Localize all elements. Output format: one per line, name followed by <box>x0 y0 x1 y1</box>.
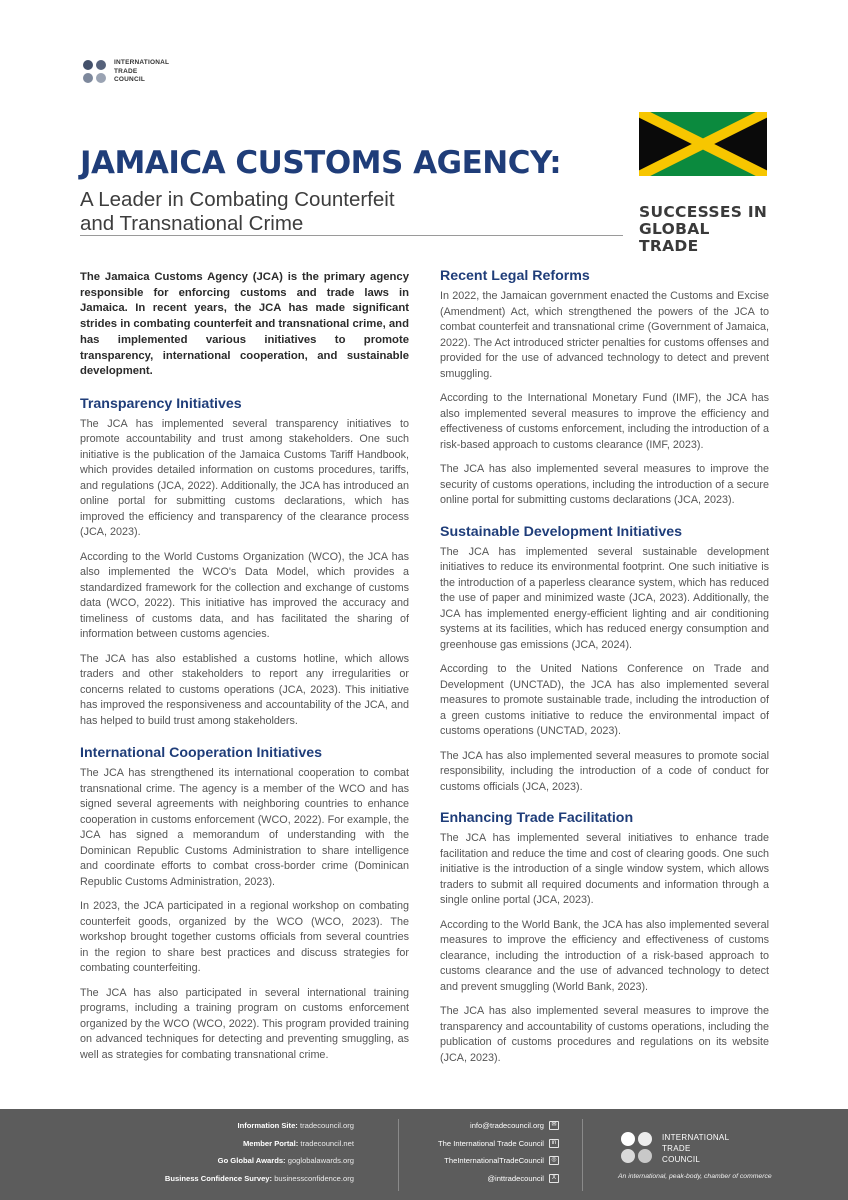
itc-logo-text <box>114 59 169 85</box>
footer-link-value[interactable]: goglobalawards.org <box>287 1156 354 1165</box>
footer-logo-line-2: TRADE <box>662 1143 691 1153</box>
paragraph: The JCA has implemented several initiatives to enhance trade facilitation and reduce the time and cost of clearing goods. One such initiative is the introduction of a single window system, which allows traders to submit all required documents and information through a single online portal (JCA, 2023). <box>440 832 769 906</box>
itc-logo-mark-icon <box>80 57 110 87</box>
footer-logo-mark-icon <box>618 1129 656 1167</box>
footer-link-member-portal[interactable] <box>165 1139 354 1148</box>
section-heading-sustainable-development: Sustainable Development Initiatives <box>440 523 683 540</box>
footer-link-go-global-awards[interactable] <box>165 1156 354 1165</box>
logo-line-1: INTERNATIONAL <box>114 59 170 67</box>
tagline-line-1: SUCCESSES IN <box>639 203 768 221</box>
paragraph: The JCA has implemented several transparency initiatives to promote accountability and trust among stakeholders. One such initiative is the publication of the Jamaica Customs Tariff Handbook, which provides detailed information on customs procedures, tariffs, and regulations (JCA, 2022). Additionally, the JCA has introduced an online portal for submitting customs declarations, which has improved the efficiency and transparency of the clearance process (JCA, 2023). <box>80 417 409 539</box>
footer-divider <box>582 1119 583 1191</box>
footer-contacts <box>438 1121 559 1191</box>
contact-text[interactable]: TheInternationalTradeCouncil <box>444 1156 544 1165</box>
contact-text[interactable]: info@tradecouncil.org <box>470 1121 544 1130</box>
footer-divider <box>398 1119 399 1191</box>
section-heading-international-cooperation: International Cooperation Initiatives <box>80 745 323 762</box>
footer-itc-logo <box>618 1129 729 1167</box>
title-divider <box>80 235 623 236</box>
instagram-icon: ◎ <box>549 1156 559 1165</box>
paragraph: The JCA has strengthened its international cooperation to combat transnational crime. The agency is a member of the WCO and has signed several agreements with neighboring countries to enhance cooperation in customs enforcement (WCO, 2022). For example, the JCA has signed a memorandum of understanding with the Dominican Republic Customs Administration to share intelligence and coordinate efforts to combat cross-border crime (Dominican Republic Customs Administration, 2023). <box>80 767 409 888</box>
logo-line-2: TRADE <box>114 67 138 75</box>
footer-link-value[interactable]: tradecouncil.net <box>300 1138 354 1148</box>
section-heading-legal-reforms: Recent Legal Reforms <box>440 268 590 284</box>
mail-icon: ✉ <box>549 1121 559 1130</box>
footer-link-label: Information Site: <box>237 1121 298 1130</box>
linkedin-icon: in <box>549 1139 559 1148</box>
paragraph: The JCA has also implemented several measures to improve the transparency and accountability of customs operations, including the publication of customs procedures and regulations on its website (JCA, 2023). <box>440 1005 769 1064</box>
tagline <box>639 204 769 255</box>
tagline-line-2: GLOBAL TRADE <box>639 220 710 255</box>
paragraph: The JCA has also implemented several measures to improve the security of customs operations, including the introduction of a secure online portal for submitting customs declarations (JCA, 2023). <box>440 463 769 506</box>
x-icon: X <box>549 1174 559 1183</box>
footer-logo-line-3: COUNCIL <box>662 1154 701 1164</box>
footer-link-value[interactable]: tradecouncil.org <box>299 1121 354 1130</box>
footer-contact-email[interactable] <box>438 1121 559 1130</box>
subtitle-line-1: A Leader in Combating Counterfeit <box>80 188 395 211</box>
paragraph: In 2023, the JCA participated in a regional workshop on combating counterfeit goods, organized by the WCO (WCO, 2023). The workshop brought together customs officials from several countries in the region to share best practices and discuss strategies for combating counterfeiting. <box>80 900 409 975</box>
page-title: JAMAICA CUSTOMS AGENCY: <box>80 145 562 181</box>
footer-slogan: An international, peak-body, chamber of commerce <box>618 1173 772 1180</box>
footer-logo-text <box>662 1132 729 1165</box>
footer-link-value[interactable]: businessconfidence.org <box>274 1173 354 1183</box>
paragraph: According to the International Monetary Fund (IMF), the JCA has also implemented several measures to improve the efficiency and effectiveness of customs enforcement, including the introduction of a risk-based approach to customs clearance (IMF, 2023). <box>440 392 769 451</box>
paragraph: According to the World Bank, the JCA has also implemented several measures to improve the efficiency and effectiveness of customs clearance, including the introduction of a risk-based approach to customs clearance and the use of advanced technology to detect and prevent smuggling (World Bank, 2023). <box>440 918 769 993</box>
paragraph: In 2022, the Jamaican government enacted the Customs and Excise (Amendment) Act, which strengthened the powers of the JCA to combat counterfeit and transnational crime (Government of Jamaica, 2022). The Act introduced stricter penalties for customs offenses and provided for the use of advanced technology to detect and prevent smuggling. <box>440 290 769 380</box>
subtitle-line-2: and Transnational Crime <box>80 212 304 235</box>
footer-contact-instagram[interactable] <box>438 1156 559 1165</box>
footer-link-information-site[interactable] <box>165 1121 354 1130</box>
jamaica-flag-icon <box>639 112 767 176</box>
contact-text[interactable]: @inttradecouncil <box>487 1173 544 1183</box>
footer-link-label: Go Global Awards: <box>217 1156 286 1165</box>
section-heading-transparency: Transparency Initiatives <box>80 395 242 412</box>
intro-paragraph: The Jamaica Customs Agency (JCA) is the primary agency responsible for enforcing customs and trade laws in Jamaica. In recent years, the JCA has made significant strides in combating counterfeit and transnational crime, and has implemented various initiatives to promote transparency, international cooperation, and sustainable development. <box>80 271 409 378</box>
itc-logo <box>80 57 169 87</box>
right-column <box>440 268 769 1075</box>
paragraph: The JCA has implemented several sustainable development initiatives to reduce its environmental footprint. One such initiative is the introduction of a paperless clearance system, which has reduced the use of paper and minimized waste (JCA, 2023). Additionally, the JCA has implemented energy-efficient lighting and air conditioning systems at its facilities, which has reduced energy consumption and greenhouse gas emissions (JCA, 2024). <box>440 545 769 651</box>
logo-line-3: COUNCIL <box>114 76 146 84</box>
page-subtitle <box>80 188 480 236</box>
page-footer <box>0 1109 848 1200</box>
footer-contact-x[interactable] <box>438 1174 559 1183</box>
contact-text[interactable]: The International Trade Council <box>438 1138 544 1148</box>
footer-logo-line-1: INTERNATIONAL <box>662 1132 730 1142</box>
paragraph: According to the United Nations Conference on Trade and Development (UNCTAD), the JCA has also implemented several measures to promote sustainable trade, including the introduction of a green customs initiative to reduce the environmental impact of customs operations (UNCTAD, 2023). <box>440 663 769 737</box>
paragraph: The JCA has also participated in several international training programs, including a training program on customs enforcement organized by the WCO (WCO, 2022). This program provided training on advanced techniques for detecting and preventing smuggling, as well as strategies for combating transnational crime. <box>80 986 409 1061</box>
footer-contact-linkedin[interactable] <box>438 1139 559 1148</box>
paragraph: According to the World Customs Organization (WCO), the JCA has also implemented the WCO's Data Model, which provides a standardized framework for the collection and exchange of customs data (WCO, 2022). This initiative has improved the accuracy and timeliness of customs data, and has facilitated the sharing of information between customs agencies. <box>80 550 409 641</box>
footer-link-label: Business Confidence Survey: <box>164 1173 273 1183</box>
paragraph: The JCA has also implemented several measures to promote social responsibility, including the introduction of a code of conduct for customs officials (JCA, 2023). <box>440 749 769 793</box>
left-column <box>80 268 409 1072</box>
footer-link-label: Member Portal: <box>242 1138 299 1148</box>
section-heading-trade-facilitation: Enhancing Trade Facilitation <box>440 810 634 826</box>
paragraph: The JCA has also established a customs hotline, which allows traders and other stakeholders to report any irregularities or concerns related to customs operations (JCA, 2023). This initiative has improved the responsiveness and accountability of the JCA, and has helped to build trust among stakeholders. <box>80 652 409 727</box>
footer-link-business-confidence[interactable] <box>165 1174 354 1183</box>
footer-links <box>165 1121 354 1191</box>
